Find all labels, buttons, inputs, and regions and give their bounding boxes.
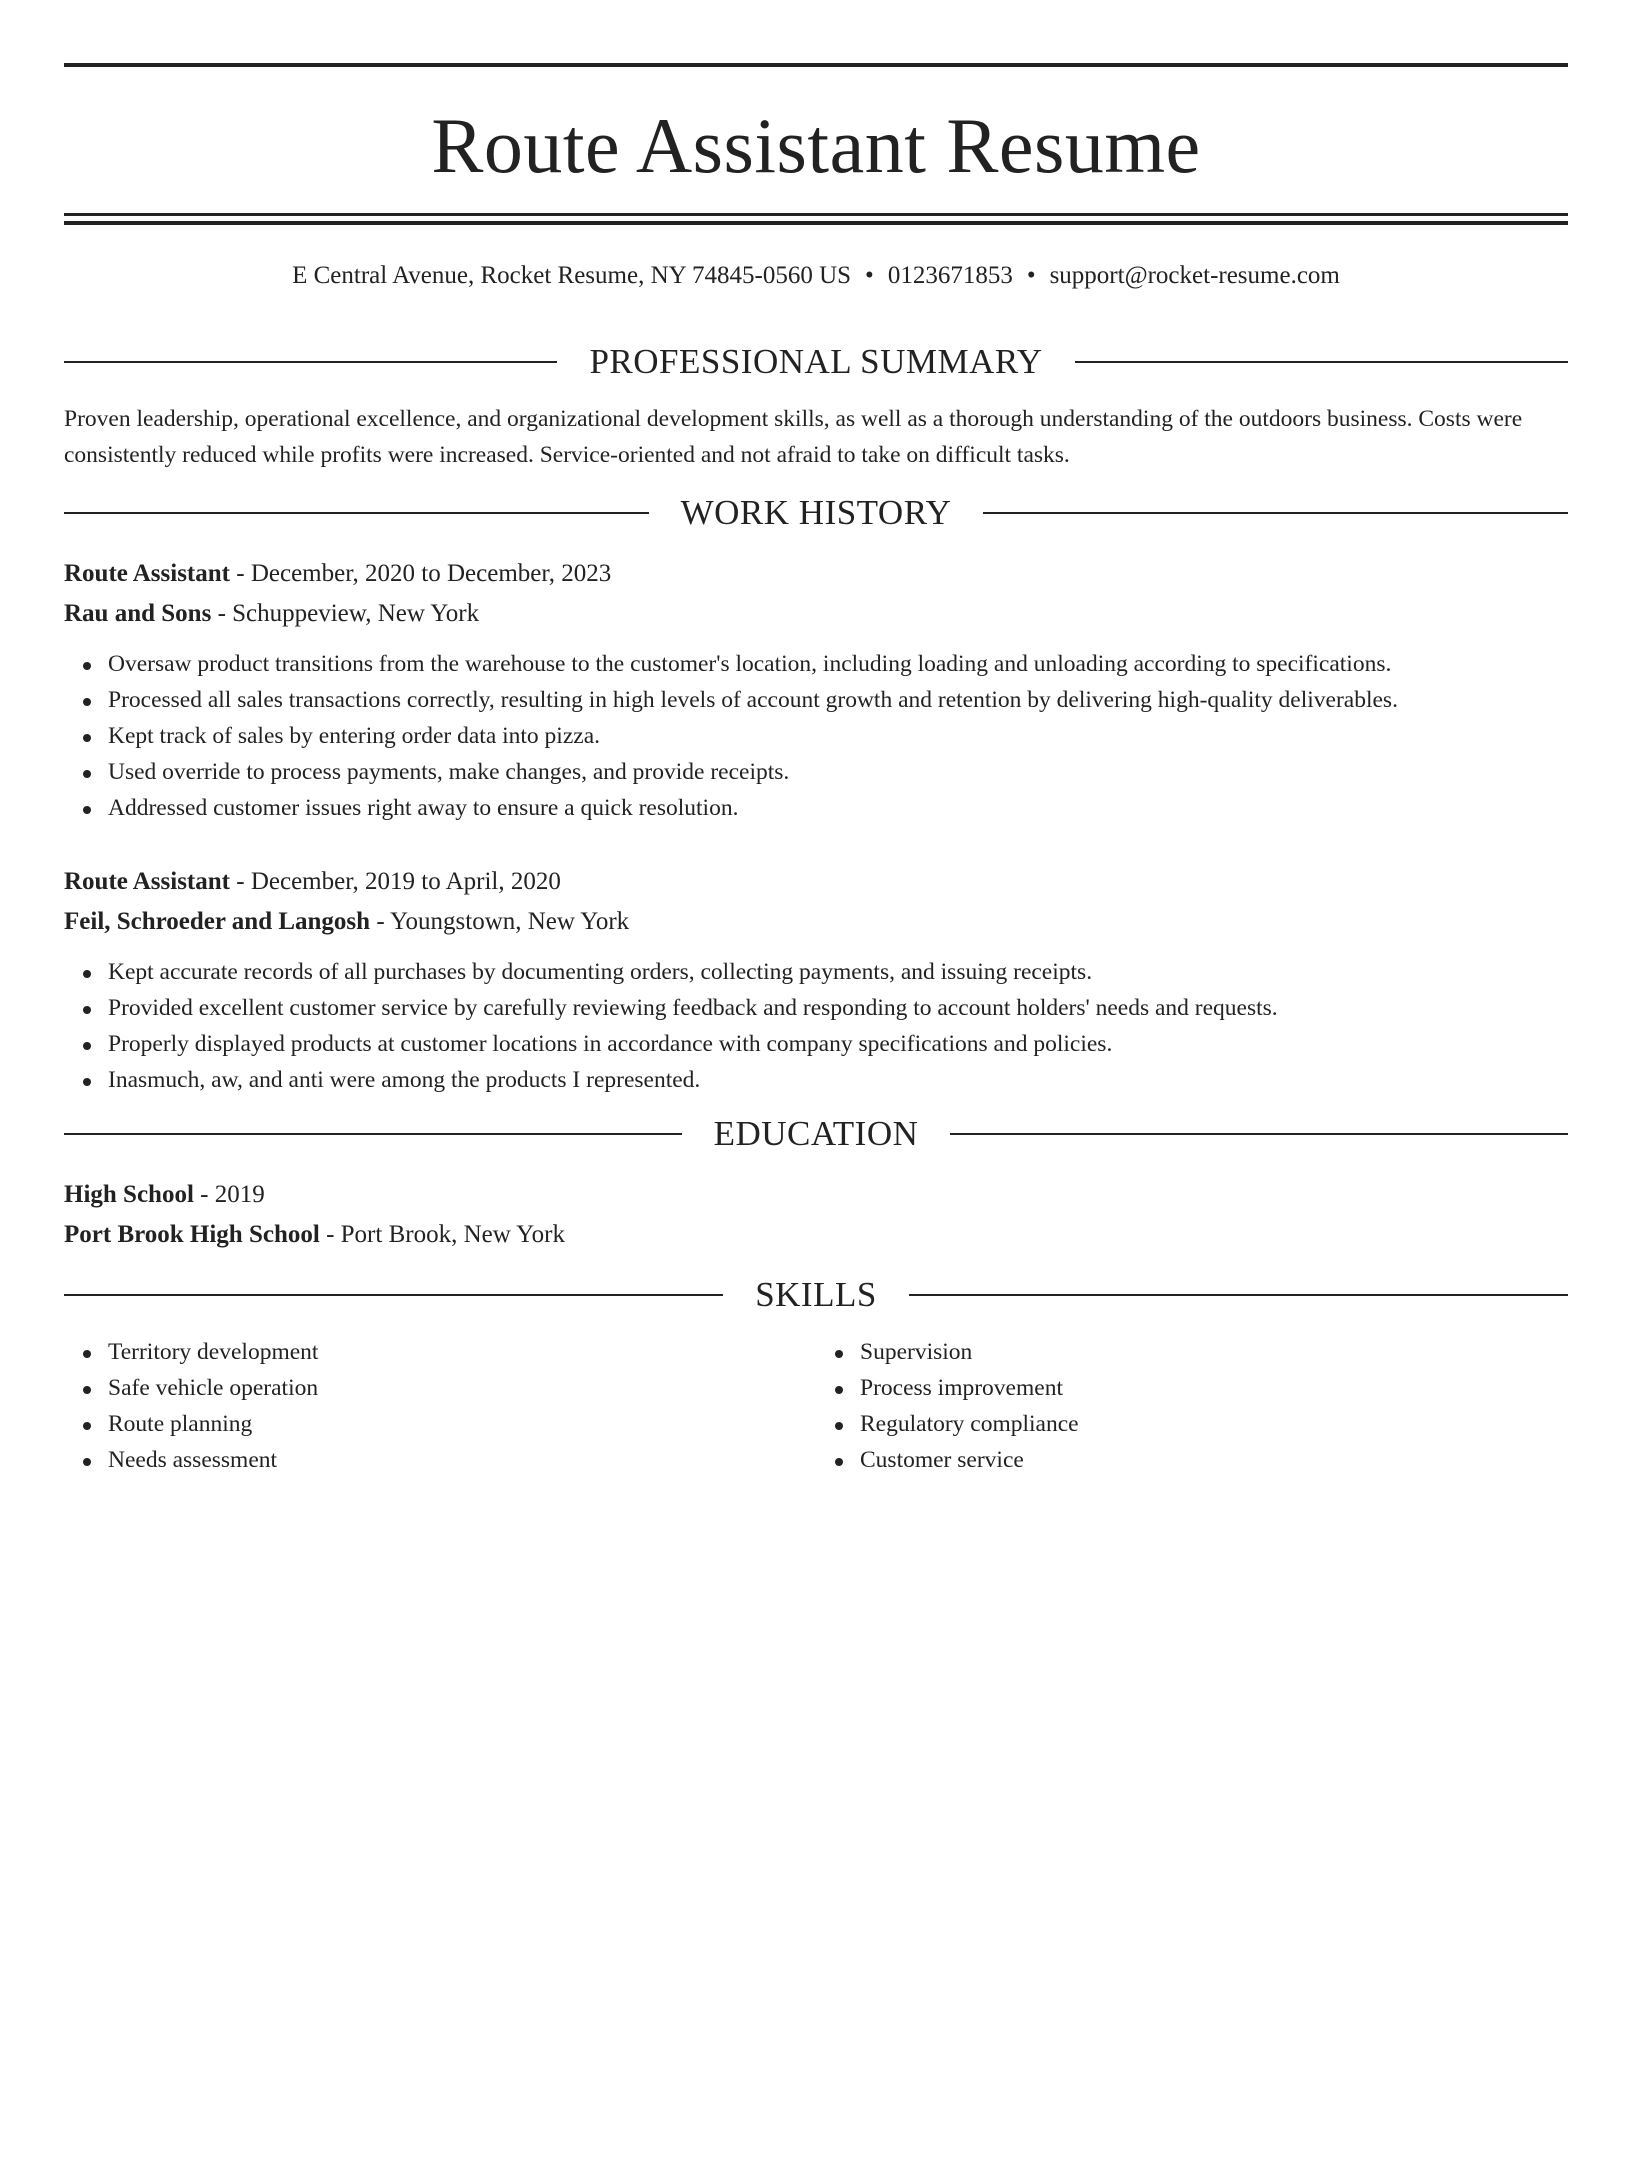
education-school-line [64,1215,1568,1255]
job-duties-list [64,954,1568,1098]
job-dates: - December, 2020 to December, 2023 [230,560,612,587]
section-rule-left [64,512,649,514]
list-item: Properly displayed products at customer locations in accordance with company specifications and policies. [108,1026,1568,1062]
list-item: Provided excellent customer service by carefully reviewing feedback and responding to account holders' needs and requests. [108,990,1568,1026]
page-title: Route Assistant Resume [431,102,1201,189]
section-title-work-history: WORK HISTORY [680,493,952,532]
section-header-skills [64,1277,1568,1312]
section-header-education [64,1116,1568,1151]
job-entry-2 [64,862,1568,1098]
skills-list-right [816,1334,1568,1478]
section-rule-right [950,1133,1568,1135]
section-title-summary: PROFESSIONAL SUMMARY [589,342,1043,381]
job-title: Route Assistant [64,560,230,587]
skills-columns [64,1334,1568,1478]
list-item: Needs assessment [108,1442,816,1478]
list-item: Territory development [108,1334,816,1370]
section-rule-left [64,1294,723,1296]
section-header-work-history [64,495,1568,530]
job-title: Route Assistant [64,868,230,895]
list-item: Process improvement [860,1370,1568,1406]
section-rule-left [64,1133,682,1135]
education-degree-line [64,1175,1568,1215]
top-rule [64,63,1568,67]
list-item: Addressed customer issues right away to ensure a quick resolution. [108,790,1568,826]
list-item: Safe vehicle operation [108,1370,816,1406]
list-item: Kept accurate records of all purchases by documenting orders, collecting payments, and issuing receipts. [108,954,1568,990]
education-year: - 2019 [193,1181,265,1208]
job-company: Rau and Sons [64,600,212,627]
list-item: Oversaw product transitions from the warehouse to the customer's location, including loading and unloading according to specifications. [108,646,1568,682]
contact-address: E Central Avenue, Rocket Resume, NY 74845-0560 US [292,262,852,289]
job-title-line [64,554,1568,594]
list-item: Processed all sales transactions correctly, resulting in high levels of account growth and retention by delivering high-quality deliverables. [108,682,1568,718]
summary-text: Proven leadership, operational excellence, and organizational development skills, as well as a thorough understanding of the outdoors business. Costs were consistently reduced while profits were increased. Service-oriented and not afraid to take on difficult tasks. [64,406,1523,468]
contact-phone: 0123671853 [887,262,1013,289]
job-dates: - December, 2019 to April, 2020 [230,868,561,895]
section-header-summary [64,344,1568,379]
section-rule-right [909,1294,1568,1296]
job-location: - Schuppeview, New York [211,600,480,627]
education-school: Port Brook High School [64,1221,320,1248]
list-item: Customer service [860,1442,1568,1478]
skills-list-left [64,1334,816,1478]
list-item: Inasmuch, aw, and anti were among the products I represented. [108,1062,1568,1098]
list-item: Kept track of sales by entering order data into pizza. [108,718,1568,754]
contact-separator: • [1026,262,1036,289]
section-rule-right [983,512,1568,514]
job-company-line [64,902,1568,942]
contact-email: support@rocket-resume.com [1049,262,1340,289]
job-company-line [64,594,1568,634]
list-item: Route planning [108,1406,816,1442]
job-entry-1 [64,554,1568,826]
job-location: - Youngstown, New York [370,908,630,935]
contact-line [64,261,1568,291]
list-item: Used override to process payments, make changes, and provide receipts. [108,754,1568,790]
education-degree: High School [64,1181,194,1208]
job-title-line [64,862,1568,902]
list-item: Supervision [860,1334,1568,1370]
list-item: Regulatory compliance [860,1406,1568,1442]
job-duties-list [64,646,1568,826]
resume-page [0,63,1632,2175]
education-entry [64,1175,1568,1255]
title-double-rule [64,213,1568,225]
section-title-education: EDUCATION [713,1114,919,1153]
contact-separator: • [865,262,874,289]
section-title-skills: SKILLS [755,1275,877,1314]
job-company: Feil, Schroeder and Langosh [64,908,371,935]
education-location: - Port Brook, New York [319,1221,565,1248]
section-rule-left [64,361,557,363]
section-rule-right [1075,361,1568,363]
